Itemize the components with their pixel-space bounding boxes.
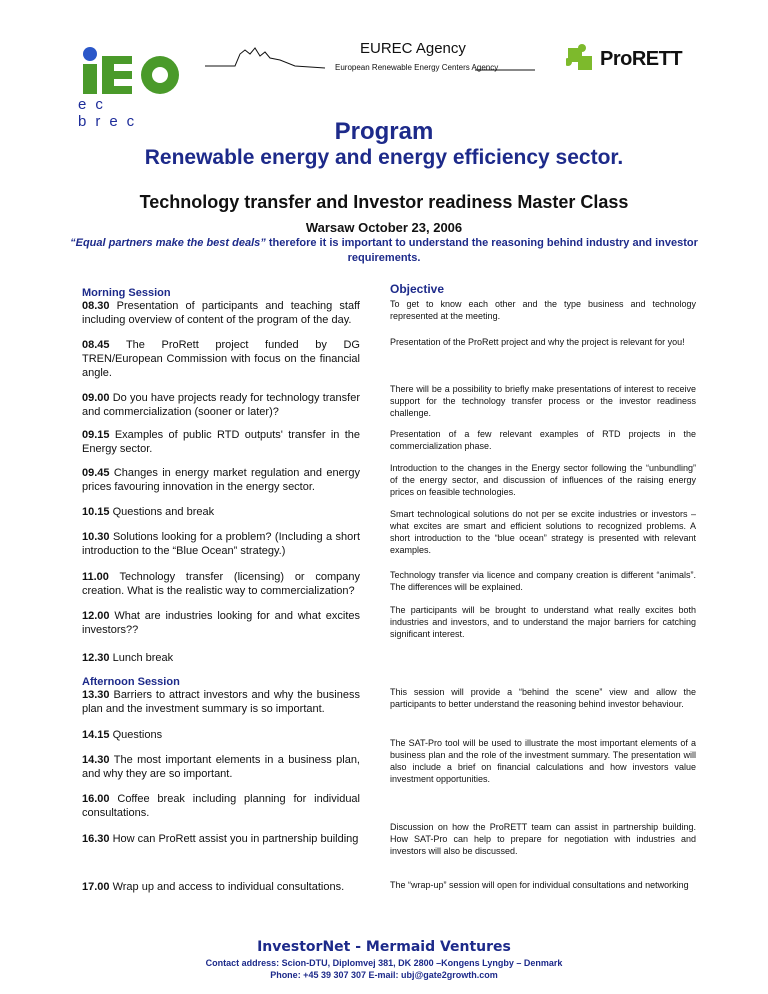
objective-text: Discussion on how the ProRETT team can assist in partnership building. How SAT-Pro can help to prepare for negotiation with industries and investors will also be discussed. (390, 822, 696, 856)
objective-text: The SAT-Pro tool will be used to illustrate the most important elements of a business plan and the role of the investment summary. The presentation will also include a brief on financial calculations and how investors value investment opportunities. (390, 738, 696, 784)
schedule-item: 08.30 Presentation of participants and teaching staff including overview of content of the program of the day. (82, 300, 360, 326)
footer-phone-email: Phone: +45 39 307 307 E-mail: ubj@gate2growth.com (270, 970, 498, 980)
objective-text: There will be a possibility to briefly make presentations of interest to receive support for the technology transfer process or the investor readiness challenge. (390, 384, 696, 418)
event-date: Warsaw October 23, 2006 (305, 220, 463, 235)
objective-text: Introduction to the changes in the Energy sector following the “unbundling” of the energy sector, and discussion of influences of the raising energy prices on feasible technologies. (390, 463, 696, 497)
morning-session-heading: Morning Session (82, 287, 171, 299)
objective-text: Presentation of the ProRett project and why the project is relevant for you! (390, 337, 685, 347)
objective-text: Presentation of a few relevant examples of RTD projects in the commercialization phase. (390, 429, 696, 451)
schedule-item: 09.15 Examples of public RTD outputs' transfer in the Energy sector. (82, 429, 360, 455)
eurec-subtitle: European Renewable Energy Centers Agency (335, 63, 499, 72)
ieo-subtitle: ec brec (78, 96, 144, 130)
objective-text: Smart technological solutions do not per se excite industries or investors – what excites are smart and efficient solutions to recognized problems. A short introduction to the “blue ocean” strategy is presented with relevant examples. (390, 509, 696, 555)
quote-rest: therefore it is important to understand the reasoning behind industry and investor requirements. (265, 237, 698, 264)
objective-text: This session will provide a “behind the scene” view and allow the participants to better understand the reasoning behind investor behaviour. (390, 687, 696, 709)
schedule-item: 09.00 Do you have projects ready for technology transfer and commercialization (sooner or later)? (82, 392, 360, 418)
schedule-item: 16.30 How can ProRett assist you in partnership building (82, 833, 359, 845)
objective-text: The “wrap-up” session will open for individual consultations and networking (390, 880, 689, 890)
schedule-item: 14.30 The most important elements in a business plan, and why they are so important. (82, 754, 360, 780)
footer-organization: InvestorNet - Mermaid Ventures (257, 939, 511, 955)
afternoon-session-heading: Afternoon Session (82, 676, 180, 688)
objective-heading: Objective (390, 282, 445, 296)
quote (70, 236, 698, 266)
masterclass-title: Technology transfer and Investor readiness Master Class (139, 192, 629, 212)
footer-address: Contact address: Scion-DTU, Diplomvej 381, DK 2800 –Kongens Lyngby – Denmark (205, 958, 563, 968)
eurec-title: EUREC Agency (360, 40, 466, 57)
quote-italic: “Equal partners make the best deals” (70, 237, 266, 249)
schedule-item: 11.00 Technology transfer (licensing) or company creation. What is the realistic way to commercialization? (82, 571, 360, 597)
footer-contact (0, 957, 768, 981)
program-title: Program (334, 118, 434, 145)
objective-text: To get to know each other and the type business and technology represented at the meeting. (390, 299, 696, 321)
objective-text: Technology transfer via licence and company creation is different “animals”. The differences will be explained. (390, 570, 696, 592)
objective-text: The participants will be brought to understand what really excites both industries and investors, and to understand the major barriers for catching significant interest. (390, 605, 696, 639)
schedule-item: 09.45 Changes in energy market regulation and energy prices favouring innovation in the energy sector. (82, 467, 360, 493)
schedule-item: 14.15 Questions (82, 729, 163, 741)
schedule-item: 10.30 Solutions looking for a problem? (Including a short introduction to the “Blue Ocean” strategy.) (82, 531, 360, 557)
schedule-item: 17.00 Wrap up and access to individual consultations. (82, 881, 345, 893)
schedule-item: 16.00 Coffee break including planning for individual consultations. (82, 793, 360, 819)
schedule-item: 12.30 Lunch break (82, 652, 174, 664)
schedule-item: 12.00 What are industries looking for and what excites investors?? (82, 610, 360, 636)
schedule-item: 10.15 Questions and break (82, 506, 215, 518)
schedule-item: 13.30 Barriers to attract investors and why the business plan and the investment summary is so important. (82, 689, 360, 715)
prorett-wordmark: ProRETT (600, 48, 683, 70)
sector-title: Renewable energy and energy efficiency sector. (144, 146, 624, 169)
schedule-item: 08.45 The ProRett project funded by DG TREN/European Commission with focus on the financial angle. (82, 339, 360, 379)
